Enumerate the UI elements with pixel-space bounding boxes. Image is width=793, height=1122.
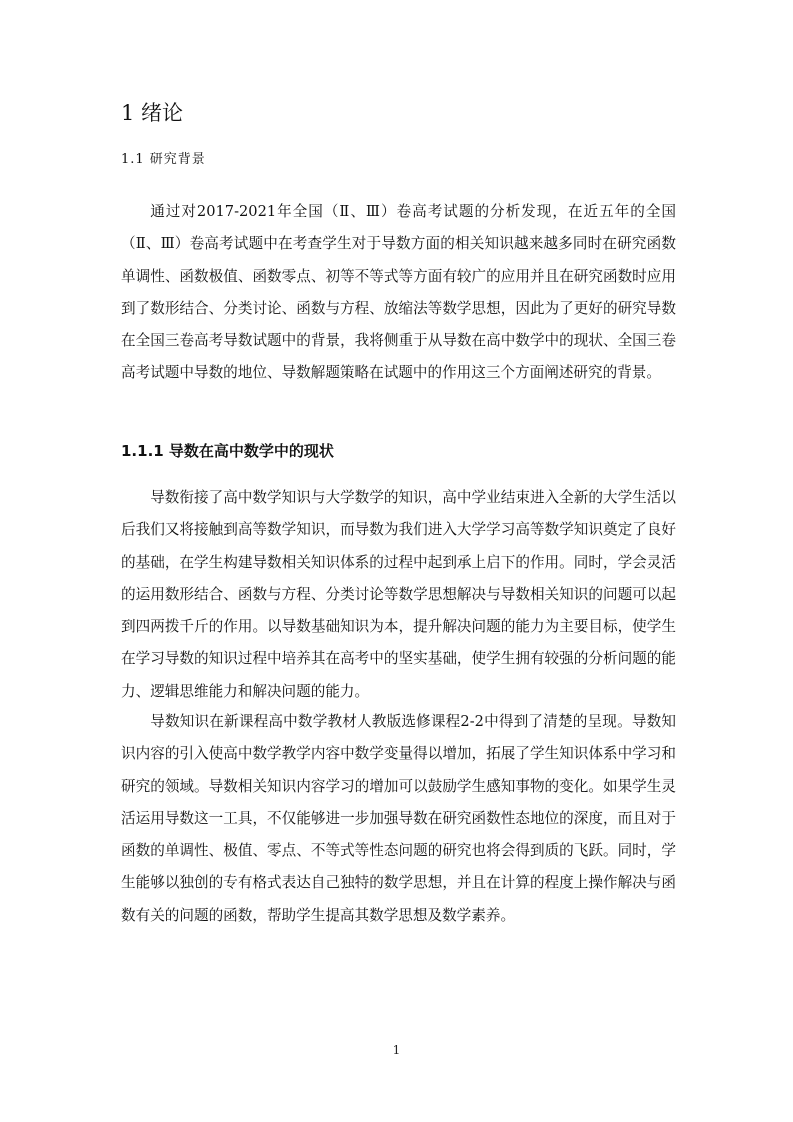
subsection-heading: 1.1.1 导数在高中数学中的现状 bbox=[121, 442, 334, 460]
status-paragraph-1: 导数衔接了高中数学知识与大学数学的知识，高中学业结束进入全新的大学生活以后我们又将接触到高等数学知识，而导数为我们进入大学学习高等数学知识奠定了良好的基础，在学生构建导数相关知识体系的过程中起到承上启下的作用。同时，学会灵活的运用数形结合、函数与方程、分类讨论等数学思想解决与导数相关知识的问题可以起到四两拨千斤的作用。以导数基础知识为本，提升解决问题的能力为主要目标，使学生在学习导数的知识过程中培养其在高考中的坚实基础，使学生拥有较强的分析问题的能力、逻辑思维能力和解决问题的能力。 bbox=[121, 489, 676, 700]
background-paragraph: 通过对2017-2021年全国（Ⅱ、Ⅲ）卷高考试题的分析发现，在近五年的全国（Ⅱ、Ⅲ）卷高考试题中在考查学生对于导数方面的相关知识越来越多同时在研究函数单调性、函数极值、函数零点、初等不等式等方面有较广的应用并且在研究函数时应用到了数形结合、分类讨论、函数与方程、放缩法等数学思想，因此为了更好的研究导数在全国三卷高考导数试题中的背景，我将侧重于从导数在高中数学中的现状、全国三卷高考试题中导数的地位、导数解题策略在试题中的作用这三个方面阐述研究的背景。 bbox=[121, 203, 676, 382]
status-paragraph-2: 导数知识在新课程高中数学教材人教版选修课程2-2中得到了清楚的呈现。导数知识内容的引入使高中数学教学内容中数学变量得以增加，拓展了学生知识体系中学习和研究的领域。导数相关知识内容学习的增加可以鼓励学生感知事物的变化。如果学生灵活运用导数这一工具，不仅能够进一步加强导数在研究函数性态地位的深度，而且对于函数的单调性、极值、零点、不等式等性态问题的研究也将会得到质的飞跃。同时，学生能够以独创的专有格式表达自己独特的数学思想，并且在计算的程度上操作解决与函数有关的问题的函数，帮助学生提高其数学思想及数学素养。 bbox=[121, 713, 676, 924]
section-heading: 1.1 研究背景 bbox=[121, 152, 206, 167]
chapter-heading: 1 绪论 bbox=[121, 101, 184, 125]
page-number: 1 bbox=[392, 1043, 401, 1057]
